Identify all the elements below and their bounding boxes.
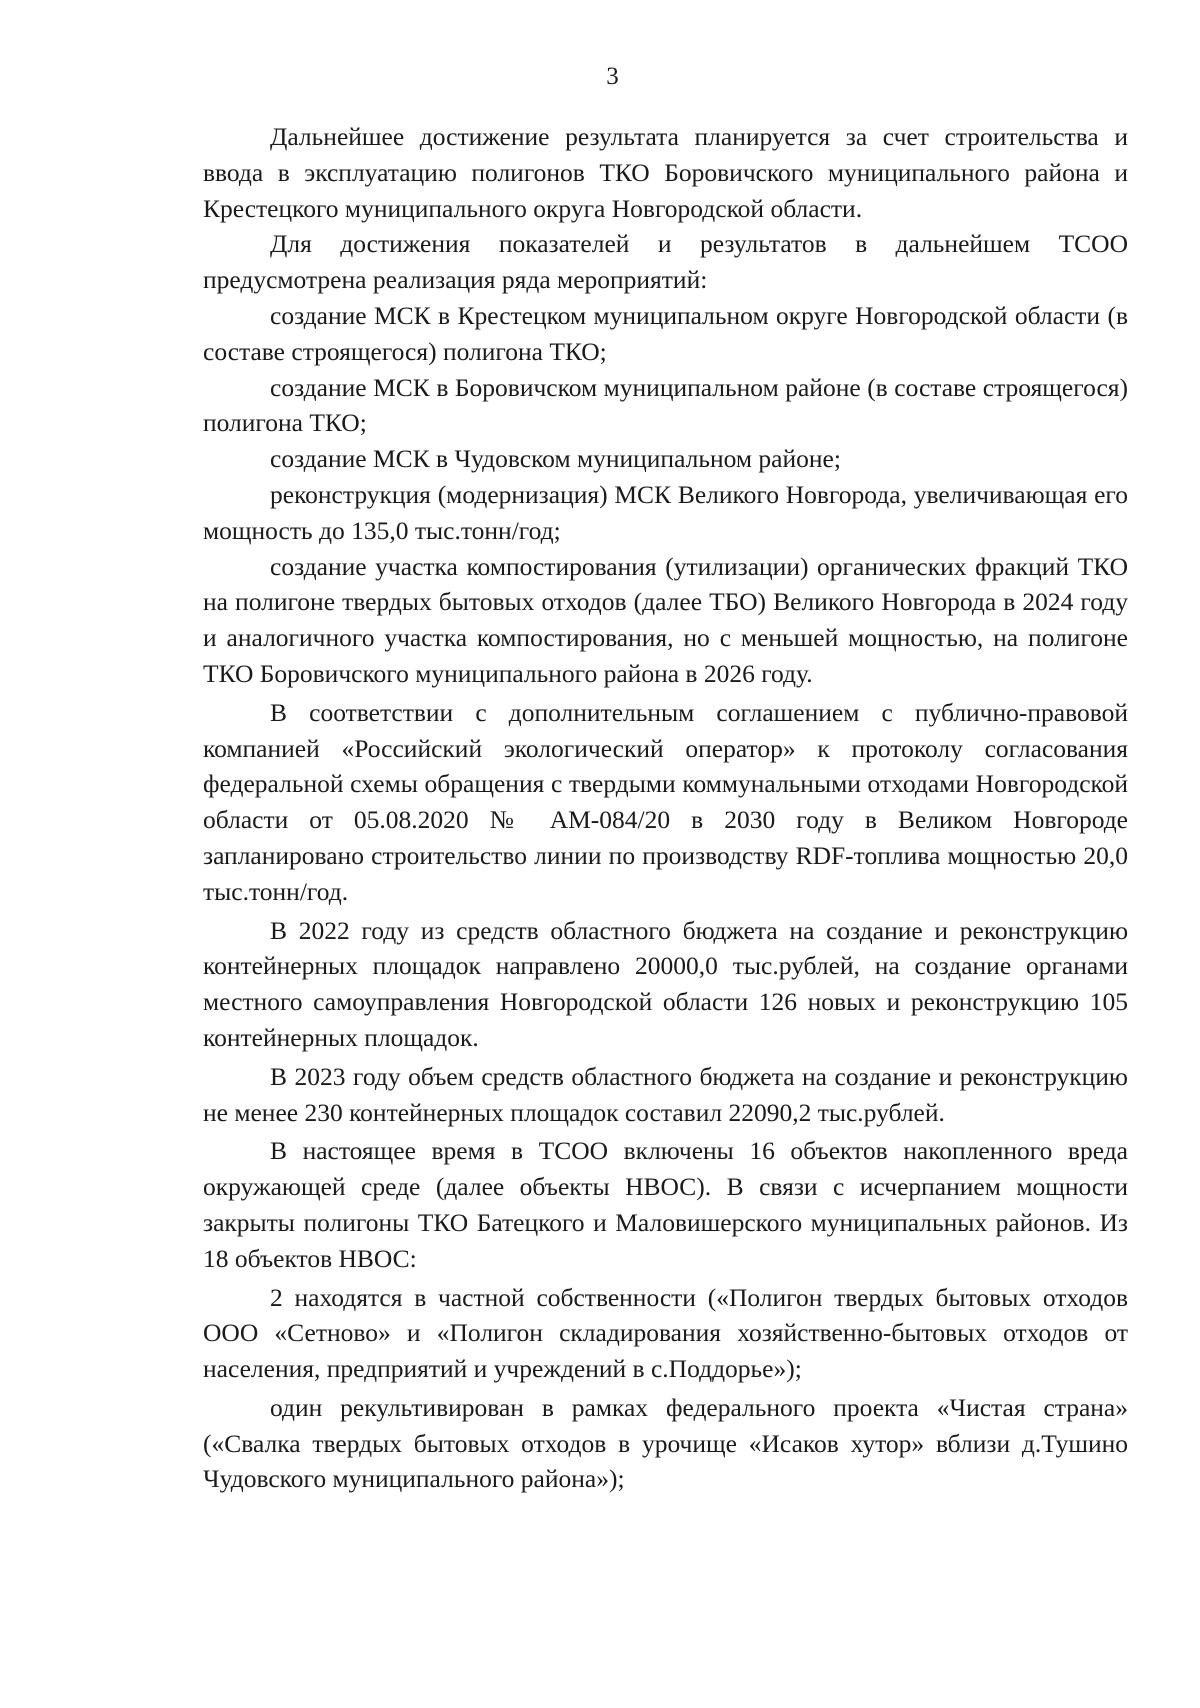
- paragraph-rdf-fuel: В соответствии с дополнительным соглашением с публично-правовой компанией «Российский экологический оператор» к протоколу согласования федеральной схемы обращения с твердыми коммунальными отходами Новгородской области от 05.08.2020 № АМ-084/20 в 2030 году в Великом Новгороде запланировано строительство линии по производству RDF-топлива мощностью 20,0 тыс.тонн/год.: [203, 697, 1128, 906]
- page-number: 3: [606, 63, 619, 90]
- list-item-composting: создание участка компостирования (утилизации) органических фракций ТКО на полигоне твердых бытовых отходов (далее ТБО) Великого Новгорода в 2024 году и аналогичного участка компостирования, но с меньшей мощностью, на полигоне ТКО Боровичского муниципального района в 2026 году.: [203, 551, 1128, 688]
- list-item-recultivated: один рекультивирован в рамках федерального проекта «Чистая страна» («Свалка твердых бытовых отходов в урочище «Исаков хутор» вблизи д.Тушино Чудовского муниципального района»);: [203, 1392, 1128, 1494]
- paragraph-result-plan: Дальнейшее достижение результата планируется за счет строительства и ввода в эксплуатацию полигонов ТКО Боровичского муниципального района и Крестецкого муниципального округа Новгородской области.: [203, 122, 1128, 223]
- list-item-private-ownership: 2 находятся в частной собственности («Полигон твердых бытовых отходов ООО «Сетново» и «Полигон складирования хозяйственно-бытовых отходов от населения, предприятий и учреждений в с.Поддорье»);: [203, 1282, 1128, 1384]
- document-body: [203, 119, 1128, 1497]
- paragraph-2022-budget: В 2022 году из средств областного бюджета на создание и реконструкцию контейнерных площадок направлено 20000,0 тыс.рублей, на создание органами местного самоуправления Новгородской области 126 новых и реконструкцию 105 контейнерных площадок.: [203, 915, 1128, 1052]
- paragraph-nvos-objects: В настоящее время в ТСОО включены 16 объектов накопленного вреда окружающей среде (далее объекты НВОС). В связи с исчерпанием мощности закрыты полигоны ТКО Батецкого и Маловишерского муниципальных районов. Из 18 объектов НВОС:: [203, 1136, 1128, 1273]
- list-item-msk-reconstruction: реконструкция (модернизация) МСК Великого Новгорода, увеличивающая его мощность до 135,0 тыс.тонн/год;: [203, 479, 1128, 545]
- paragraph-measures-intro: Для достижения показателей и результатов в дальнейшем ТСОО предусмотрена реализация ряда мероприятий:: [203, 229, 1128, 295]
- list-item-msk-chudovo: создание МСК в Чудовском муниципальном районе;: [270, 444, 841, 474]
- list-item-msk-borovichi: создание МСК в Боровичском муниципальном районе (в составе строящегося) полигона ТКО;: [203, 372, 1128, 438]
- list-item-msk-krestetsky: создание МСК в Крестецком муниципальном округе Новгородской области (в составе строящегося) полигона ТКО;: [203, 300, 1128, 366]
- paragraph-2023-budget: В 2023 году объем средств областного бюджета на создание и реконструкцию не менее 230 контейнерных площадок составил 22090,2 тыс.рублей.: [203, 1061, 1128, 1127]
